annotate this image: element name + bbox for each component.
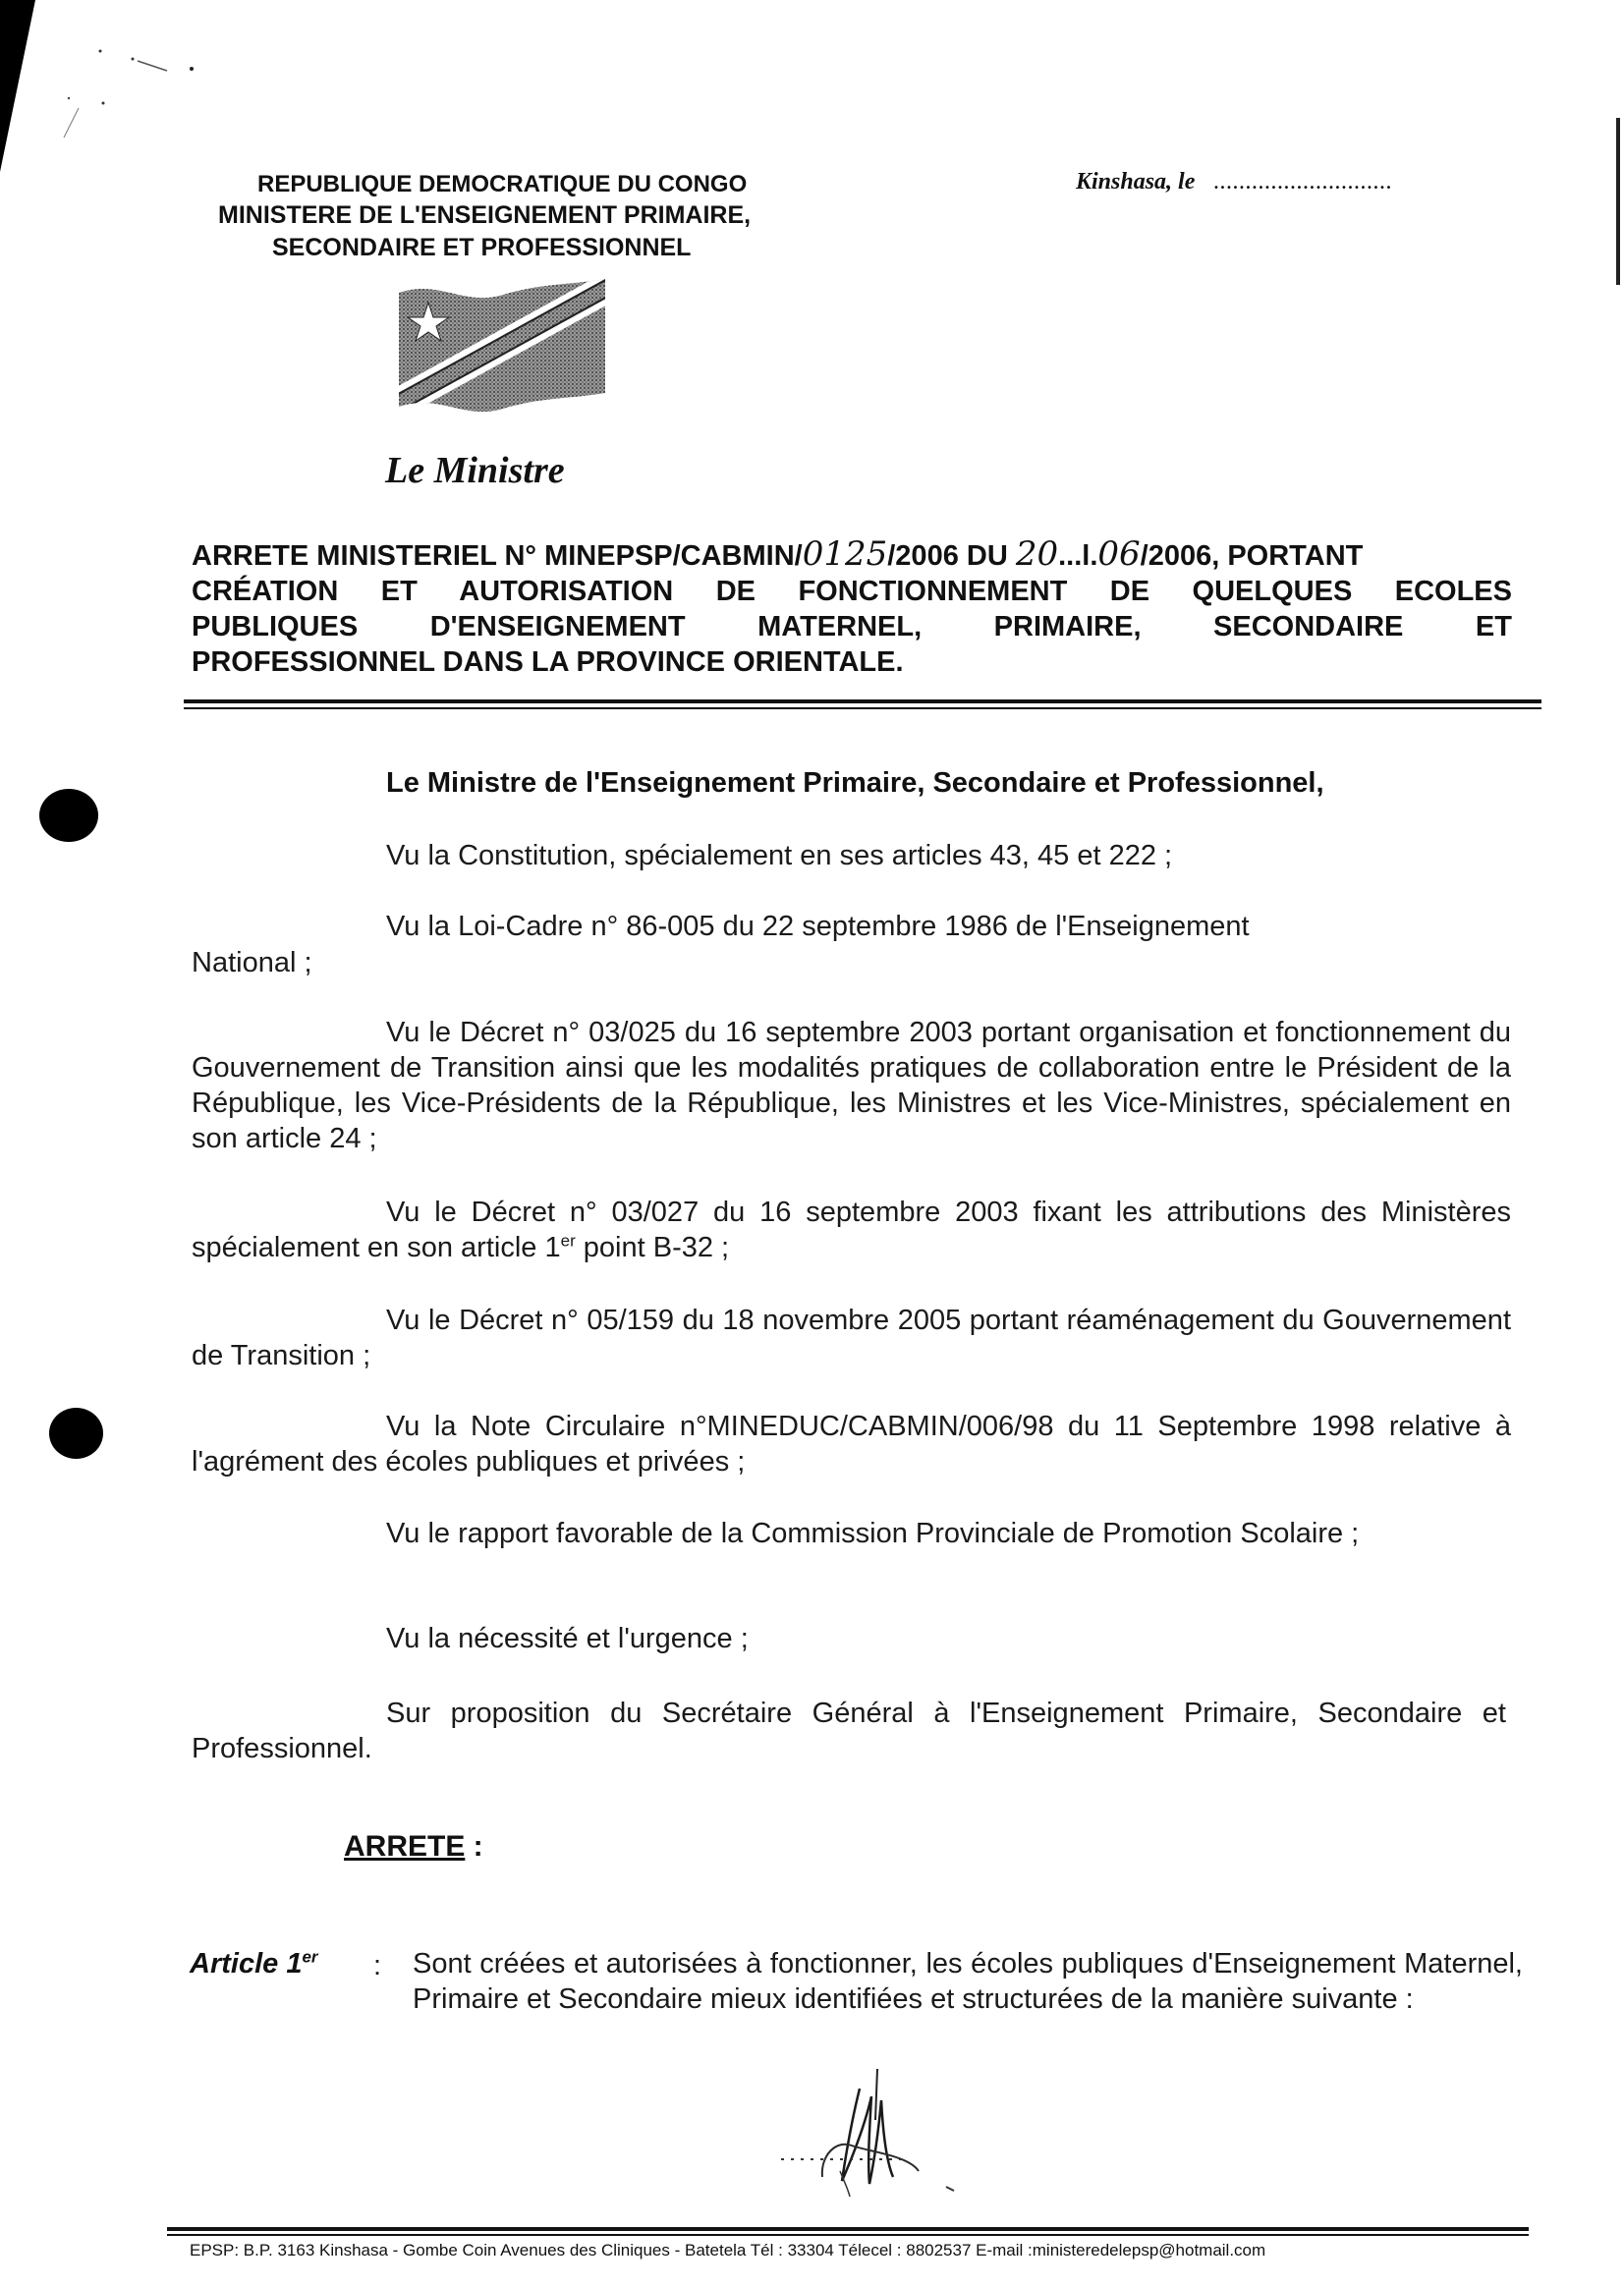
footer-address: EPSP: B.P. 3163 Kinshasa - Gombe Coin Avenues des Cliniques - Batetela Tél : 33304 Télecel : 8802537 E-mail :ministeredelepsp@hotmail.com [190,2241,1266,2259]
hole-punch-bottom [49,1408,103,1459]
handwritten-day: 20 [1015,534,1059,574]
considerant-decret-05-159: Vu le Décret n° 05/159 du 18 novembre 2005 portant réaménagement du Gouvernement de Transition ; [192,1305,1511,1371]
hole-punch-top [39,789,98,842]
considerant-loi-cadre-line-1: Vu la Loi-Cadre n° 86-005 du 22 septembre 1986 de l'Enseignement [386,911,1250,942]
footer-rule-thick [167,2227,1529,2231]
signature-mark-icon [761,2061,973,2199]
considerant-proposition: Sur proposition du Secrétaire Général à l'Enseignement Primaire, Secondaire et Professionnel. [192,1698,1506,1764]
date-blank: ............................ [1214,173,1394,193]
handwritten-number: 0125 [802,534,888,574]
minister-heading: Le Ministre de l'Enseignement Primaire, Secondaire et Professionnel, [386,767,1324,799]
article-1-text: Sont créées et autorisées à fonctionner, les écoles publiques d'Enseignement Maternel, Primaire et Secondaire mieux identifiées et structurées de la manière suivante : [413,1948,1523,2015]
ministry-line-1: MINISTERE DE L'ENSEIGNEMENT PRIMAIRE, [218,201,752,229]
title-line-3: PUBLIQUES D'ENSEIGNEMENT MATERNEL, PRIMAIRE, SECONDAIRE ET [192,611,1512,642]
title-rule-thin [184,707,1541,709]
place-label: Kinshasa, le [1076,169,1196,195]
footer-rule-thin [167,2234,1529,2236]
signatory-title: Le Ministre [385,450,565,491]
article-label: Article 1er [190,1947,318,1980]
considerant-rapport: Vu le rapport favorable de la Commission Provinciale de Promotion Scolaire ; [386,1518,1360,1549]
decree-title [192,536,1512,680]
title-line-4: PROFESSIONNEL DANS LA PROVINCE ORIENTALE. [192,646,904,678]
article-colon: : [373,1950,382,1981]
scan-specks [59,39,206,138]
considerant-note-circulaire: Vu la Note Circulaire n°MINEDUC/CABMIN/006/98 du 11 Septembre 1998 relative à l'agrément des écoles publiques et privées ; [192,1411,1511,1478]
considerant-decret-03-027: Vu le Décret n° 03/027 du 16 septembre 2003 fixant les attributions des Ministères spécialement en son article 1er point B-32 ; [192,1197,1511,1263]
republic-name: REPUBLIQUE DEMOCRATIQUE DU CONGO [257,171,748,197]
flag-emblem-icon [395,277,609,415]
scan-edge-mark [1616,118,1620,285]
arrete-heading: ARRETE : [344,1830,483,1863]
ministry-line-2: SECONDAIRE ET PROFESSIONNEL [272,234,692,261]
scan-corner-artifact [0,0,39,177]
considerant-constitution: Vu la Constitution, spécialement en ses articles 43, 45 et 222 ; [386,840,1173,871]
considerant-loi-cadre-line-2: National ; [192,947,312,978]
considerant-urgence: Vu la nécessité et l'urgence ; [386,1623,749,1654]
handwritten-month: 06 [1097,534,1141,574]
title-line-2: CRÉATION ET AUTORISATION DE FONCTIONNEMENT DE QUELQUES ECOLES [192,576,1512,607]
title-rule-thick [184,699,1541,703]
title-line-1: ARRETE MINISTERIEL N° MINEPSP/CABMIN/0125/2006 DU 20...l.06/2006, PORTANT [192,534,1364,574]
place-date-line [1076,169,1393,195]
considerant-decret-03-025: Vu le Décret n° 03/025 du 16 septembre 2003 portant organisation et fonctionnement du Gouvernement de Transition ainsi que les modalités pratiques de collaboration entre le Président de la République, les Vice-Présidents de la République, les Ministres et les Vice-Ministres, spécialement en son article 24 ; [192,1017,1511,1154]
